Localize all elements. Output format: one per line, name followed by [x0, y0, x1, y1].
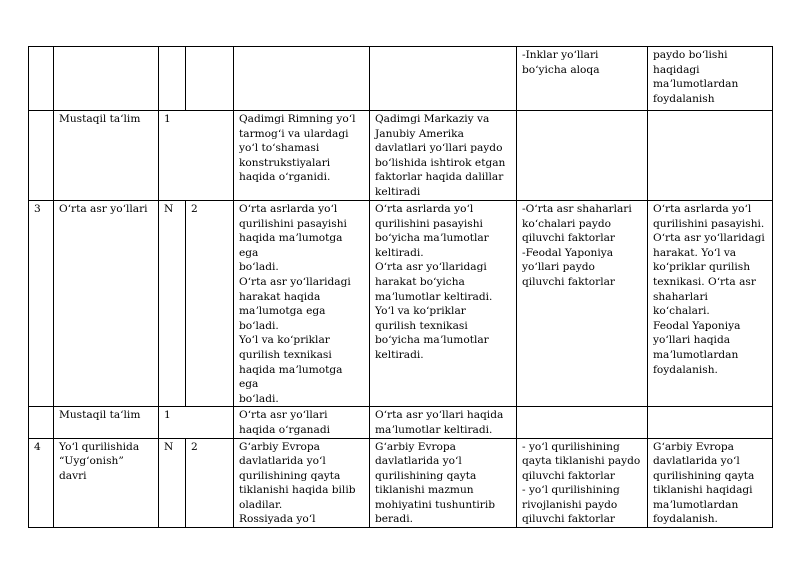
cell-knowledge: Qadimgi Markaziy va Janubiy Amerika davlatlari yoʻllari paydo boʻlishida ishtirok etgan faktorlar haqida dalillar keltiradi	[370, 111, 517, 201]
cell-number: 4	[29, 438, 54, 528]
cell-goal	[234, 47, 370, 111]
cell-number	[29, 47, 54, 111]
cell-hours: 2	[186, 438, 234, 528]
cell-hours	[186, 47, 234, 111]
cell-skill: -Oʻrta asr shaharlari koʻchalari paydo qiluvchi faktorlar -Feodal Yaponiya yoʻllari paydo qiluvchi faktorlar	[517, 201, 648, 407]
cell-outcome: Gʻarbiy Evropa davlatlarida yoʻl qurilishining qayta tiklanishi haqidagi maʼlumotlardan foydalanish.	[648, 438, 773, 528]
curriculum-table	[28, 46, 773, 528]
cell-skill	[517, 407, 648, 438]
table-row	[29, 407, 773, 438]
cell-skill: - yoʻl qurilishining qayta tiklanishi paydo qiluvchi faktorlar - yoʻl qurilishining rivojlanishi paydo qiluvchi faktorlar	[517, 438, 648, 528]
cell-outcome	[648, 111, 773, 201]
cell-knowledge: Gʻarbiy Evropa davlatlarida yoʻl qurilishining qayta tiklanishi mazmun mohiyatini tushuntirib beradi.	[370, 438, 517, 528]
table-row	[29, 438, 773, 528]
cell-goal: Gʻarbiy Evropa davlatlarida yoʻl qurilishining qayta tiklanishi haqida bilib oladilar. Rossiyada yoʻl	[234, 438, 370, 528]
table-row	[29, 201, 773, 407]
cell-skill: -Inklar yoʻllari boʻyicha aloqa	[517, 47, 648, 111]
cell-type: 1	[159, 407, 234, 438]
cell-type: N	[159, 438, 186, 528]
cell-number: 3	[29, 201, 54, 407]
cell-topic: Mustaqil taʻlim	[54, 111, 159, 201]
cell-skill	[517, 111, 648, 201]
cell-knowledge: Oʻrta asr yoʻllari haqida maʼlumotlar keltiradi.	[370, 407, 517, 438]
cell-topic	[54, 47, 159, 111]
cell-topic: Mustaqil taʻlim	[54, 407, 159, 438]
cell-knowledge	[370, 47, 517, 111]
cell-knowledge: Oʻrta asrlarda yoʻl qurilishini pasayishi boʻyicha maʼlumotlar keltiradi. Oʻrta asr yoʻllaridagi harakat boʻyicha maʼlumotlar keltiradi. Yoʻl va koʻpriklar qurilish texnikasi boʻyicha maʼlumotlar keltiradi.	[370, 201, 517, 407]
cell-topic: Yoʻl qurilishida “Uygʻonish” davri	[54, 438, 159, 528]
cell-hours: 2	[186, 201, 234, 407]
cell-outcome: Oʻrta asrlarda yoʻl qurilishini pasayishi. Oʻrta asr yoʻllaridagi harakat. Yoʻl va koʻpriklar qurilish texnikasi. Oʻrta asr shaharlari koʻchalari. Feodal Yaponiya yoʻllari haqida maʼlumotlardan foydalanish.	[648, 201, 773, 407]
cell-type: 1	[159, 111, 234, 201]
cell-goal: Oʻrta asr yoʻllari haqida oʻrganadi	[234, 407, 370, 438]
cell-type: N	[159, 201, 186, 407]
cell-goal: Qadimgi Rimning yoʻl tarmogʻi va ulardagi yoʻl toʻshamasi konstrukstiyalari haqida oʻrganidi.	[234, 111, 370, 201]
cell-outcome: paydo boʻlishi haqidagi maʼlumotlardan foydalanish	[648, 47, 773, 111]
cell-type	[159, 47, 186, 111]
cell-number	[29, 407, 54, 438]
table-row	[29, 111, 773, 201]
cell-outcome	[648, 407, 773, 438]
cell-number	[29, 111, 54, 201]
cell-goal: Oʻrta asrlarda yoʻl qurilishini pasayishi haqida maʼlumotga ega boʻladi. Oʻrta asr yoʻllaridagi harakat haqida maʼlumotga ega boʻladi. Yoʻl va koʻpriklar qurilish texnikasi haqida maʼlumotga ega boʻladi.	[234, 201, 370, 407]
table-row	[29, 47, 773, 111]
cell-topic: Oʻrta asr yoʻllari	[54, 201, 159, 407]
